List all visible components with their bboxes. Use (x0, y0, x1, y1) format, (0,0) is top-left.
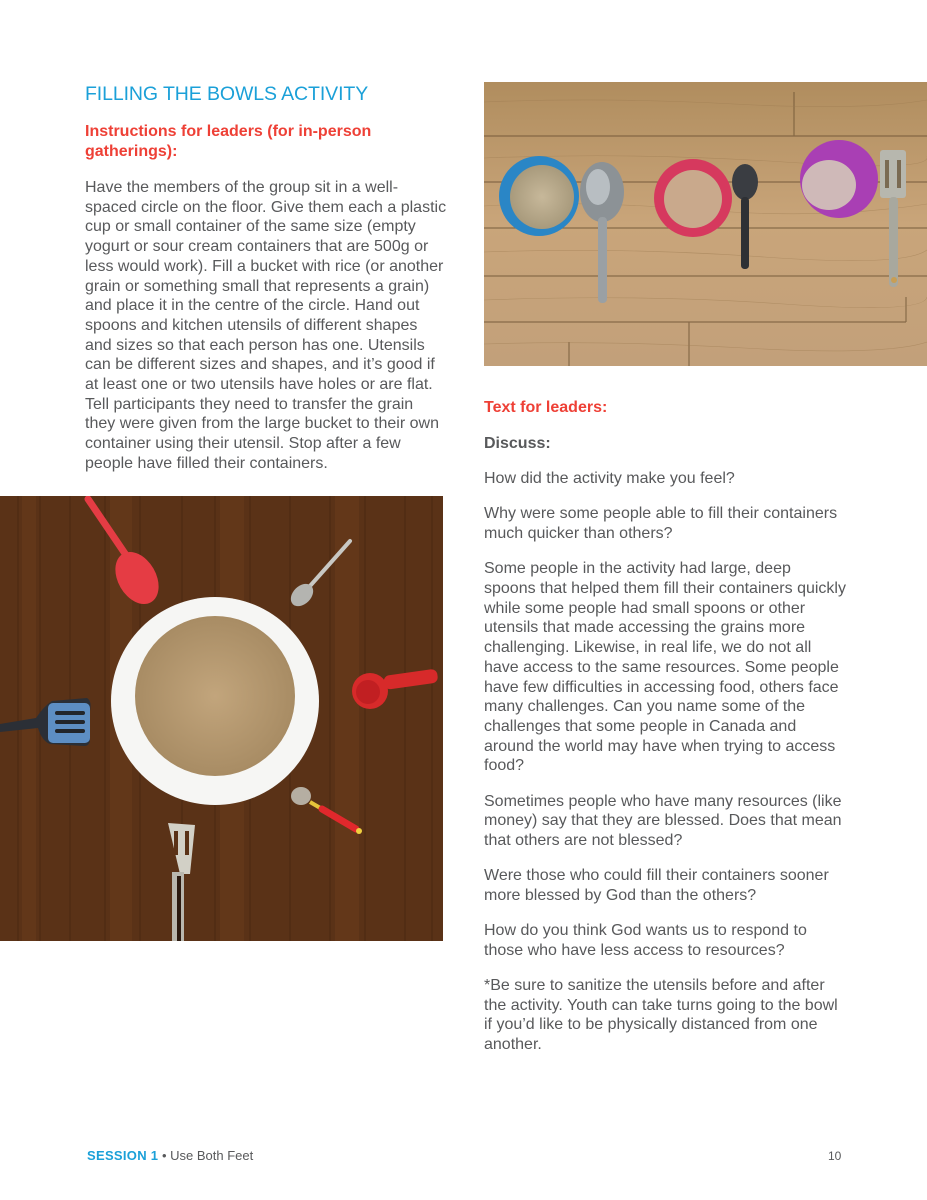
instructions-text: Have the members of the group sit in a well-spaced circle on the floor. Give them each a plastic cup or small container of the same size (empty yogurt or sour cream containers that are 500g or less would work). Fill a bucket with rice (or another grain or something small that represents a grain) and place it in the centre of the circle. Hand out spoons and kitchen utensils of different shapes and sizes so that each person has one. Utensils can be different sizes and shapes, and it’s good if at least one or two utensils have holes or are flat. Tell participants they need to transfer the grain they were given from the large bucket to their own container using their utensil. Stop after a few people have filled their containers. (85, 179, 447, 472)
slotted-spatula (880, 150, 906, 198)
page-number: 10 (828, 1149, 842, 1163)
discussion-question: How do you think God wants us to respond to those who have less access to resources? (484, 922, 807, 959)
discussion-question: Sometimes people who have many resources (like money) say that they are blessed. Does that mean that others are not blessed? (484, 792, 842, 849)
leaders-text-heading: Text for leaders: (484, 399, 608, 416)
black-spoon (732, 164, 758, 200)
discussion-question: Why were some people able to fill their containers much quicker than others? (484, 505, 838, 543)
discussion-question: Were those who could fill their containers sooner more blessed by God than the others? (484, 867, 829, 904)
page-title: FILLING THE BOWLS ACTIVITY (85, 83, 369, 105)
instructions-heading: Instructions for leaders (for in-person gatherings): (85, 123, 372, 160)
session-label: SESSION 1 (87, 1148, 159, 1163)
footer-session (87, 1148, 253, 1163)
discussion-paragraph: Some people in the activity had large, deep spoons that helped them fill their containers quickly while some people had small spoons or other utensils that made accessing the grains more challenging. Likewise, in real life, we do not all have access to the same resources. Some people have few difficulties in accessing food, others face many challenges. Can you name some of the challenges that some people in Canada and around the world may have when trying to access food? (484, 560, 846, 775)
session-title: Use Both Feet (170, 1148, 254, 1163)
photo-large-bowl (0, 496, 443, 941)
footer-separator: • (158, 1148, 171, 1163)
left-column (85, 83, 447, 489)
discussion-question: How did the activity make you feel? (484, 470, 735, 488)
discuss-label: Discuss: (484, 435, 551, 452)
safety-note: *Be sure to sanitize the utensils before and after the activity. Youth can take turns going to the bowl if you’d like to be physically distanced from one another. (484, 976, 838, 1054)
right-column (484, 398, 846, 1070)
photo-three-bowls (484, 82, 927, 366)
three-bowls-image (484, 82, 927, 366)
large-bowl-image (0, 496, 443, 941)
